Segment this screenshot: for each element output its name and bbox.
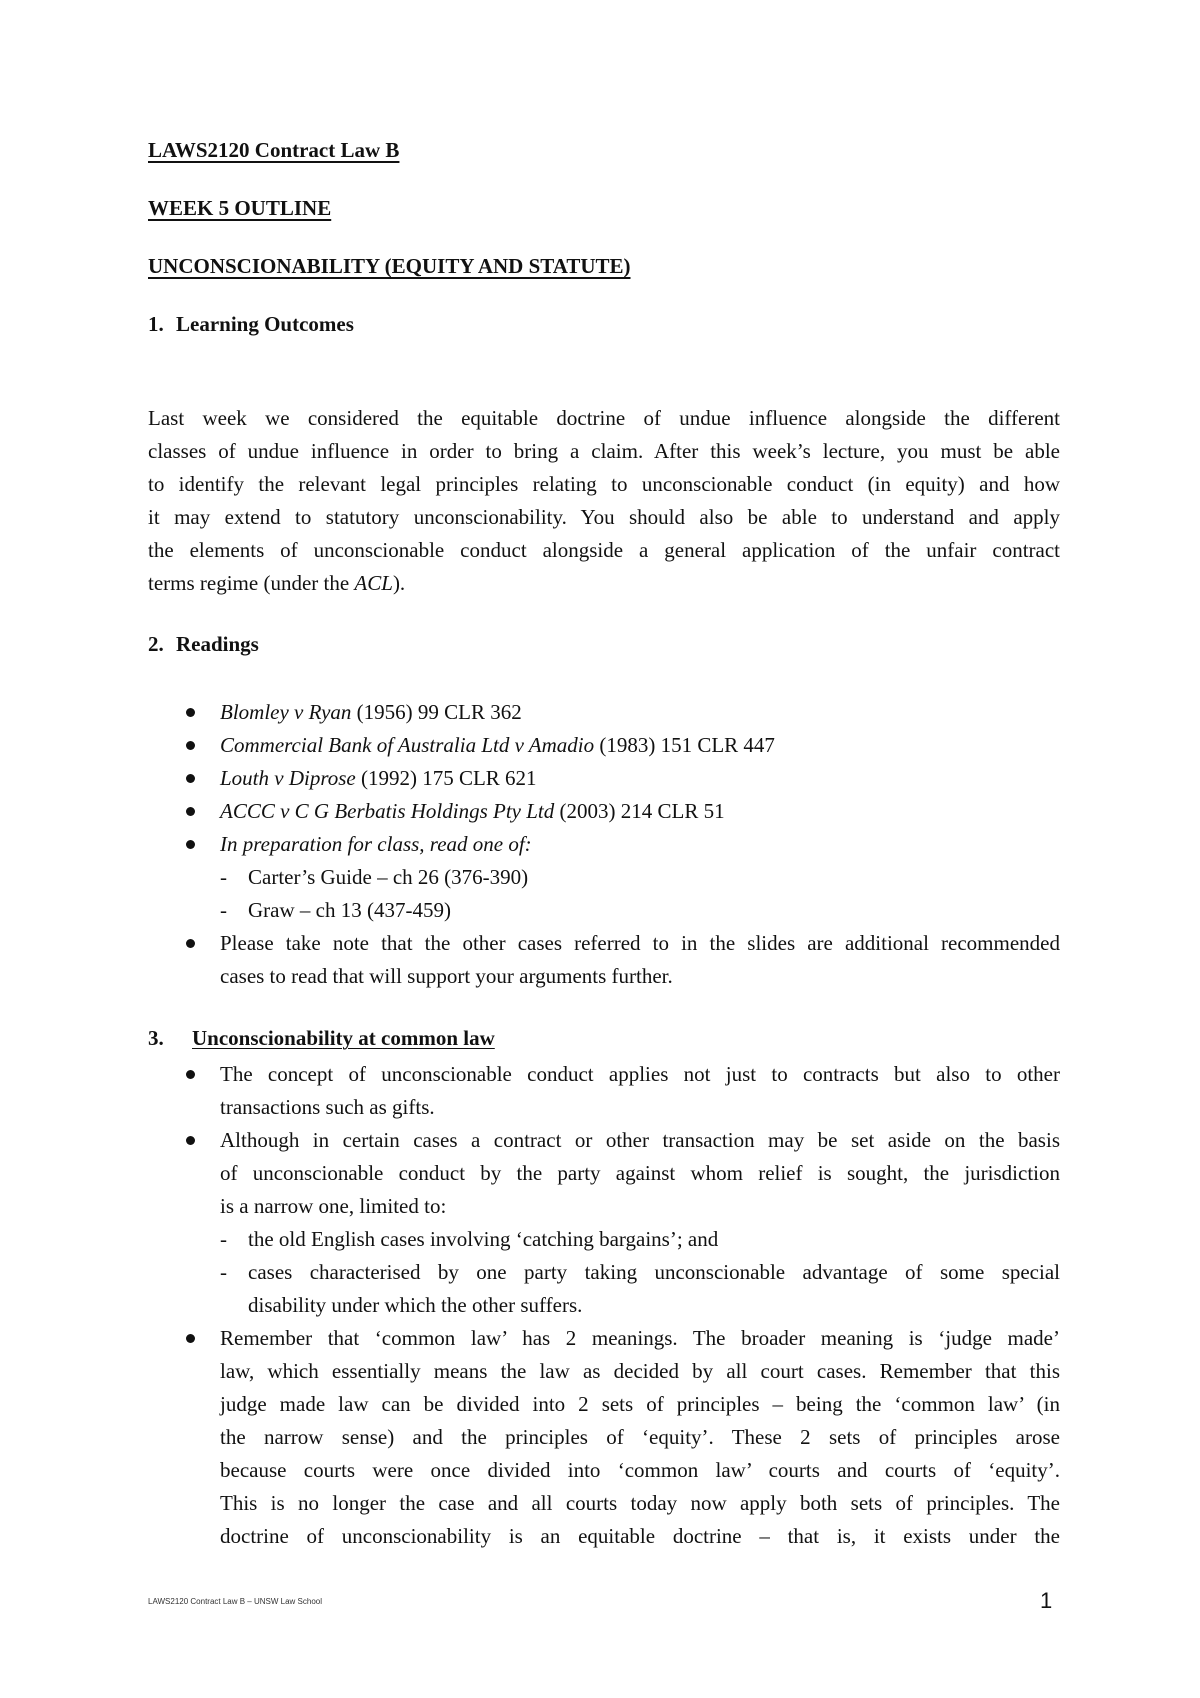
bullet-icon [186, 741, 195, 750]
readings-note-list [148, 927, 1060, 993]
item-line: This is no longer the case and all courts today now apply both sets of principles. The [220, 1491, 1060, 1515]
page-number: 1 [1040, 1588, 1053, 1613]
text: terms regime (under the [148, 571, 355, 595]
item-line: The concept of unconscionable conduct applies not just to contracts but also to other [220, 1062, 1060, 1086]
paragraph-line: it may extend to statutory unconscionability. You should also be able to understand and apply [148, 505, 1060, 529]
bullet-icon [186, 840, 195, 849]
case-citation: (1983) 151 CLR 447 [594, 733, 775, 757]
list-item [148, 762, 1060, 795]
limits-sublist [148, 1223, 1060, 1322]
section-number: 2. [148, 632, 164, 656]
case-name: Commercial Bank of Australia Ltd v Amadio [220, 733, 595, 757]
list-item [148, 1322, 1060, 1553]
paragraph-line: to identify the relevant legal principles relating to unconscionable conduct (in equity) and how [148, 472, 1060, 496]
case-name: Blomley v Ryan [220, 700, 352, 724]
case-name: Louth v Diprose [220, 766, 356, 790]
prep-intro: In preparation for class, read one of: [220, 832, 532, 856]
section-number: 1. [148, 312, 164, 336]
bullet-icon [186, 939, 195, 948]
sub-item-text: Carter’s Guide – ch 26 (376-390) [248, 865, 529, 889]
bullet-icon [186, 1334, 195, 1343]
sub-item [148, 1256, 1060, 1322]
prep-sublist [148, 861, 1060, 927]
list-item [148, 795, 1060, 828]
sub-item-text: disability under which the other suffers. [248, 1293, 583, 1317]
item-line: is a narrow one, limited to: [220, 1194, 447, 1218]
paragraph-line: Last week we considered the equitable doctrine of undue influence alongside the different [148, 406, 1060, 430]
bullet-icon [186, 774, 195, 783]
readings-list [148, 696, 1060, 861]
dash-marker: - [220, 865, 227, 889]
case-citation: (2003) 214 CLR 51 [554, 799, 725, 823]
sub-item [148, 894, 1060, 927]
section-number: 3. [148, 1026, 164, 1050]
paragraph-line: the elements of unconscionable conduct alongside a general application of the unfair contract [148, 538, 1060, 562]
sub-item [148, 1223, 1060, 1256]
bullet-icon [186, 708, 195, 717]
case-citation: (1956) 99 CLR 362 [351, 700, 522, 724]
case-citation: (1992) 175 CLR 621 [355, 766, 537, 790]
course-title: LAWS2120 Contract Law B [148, 138, 400, 162]
paragraph-line: classes of undue influence in order to bring a claim. After this week’s lecture, you must be able [148, 439, 1060, 463]
list-item [148, 729, 1060, 762]
list-item [148, 927, 1060, 993]
bullet-icon [186, 807, 195, 816]
note-line: cases to read that will support your arguments further. [220, 964, 673, 988]
dash-marker: - [220, 1227, 227, 1251]
sub-item-text: cases characterised by one party taking unconscionable advantage of some special [248, 1260, 1060, 1284]
item-line: Remember that ‘common law’ has 2 meanings. The broader meaning is ‘judge made’ [220, 1326, 1060, 1350]
sub-item-text: the old English cases involving ‘catching bargains’; and [248, 1227, 719, 1251]
section-2-heading [148, 632, 259, 657]
case-name: ACCC v C G Berbatis Holdings Pty Ltd [220, 799, 555, 823]
item-line: transactions such as gifts. [220, 1095, 435, 1119]
bullet-icon [186, 1136, 195, 1145]
topic-title: UNCONSCIONABILITY (EQUITY AND STATUTE) [148, 254, 631, 278]
section-title: Learning Outcomes [176, 312, 354, 336]
item-line: judge made law can be divided into 2 sets of principles – being the ‘common law’ (in [220, 1392, 1060, 1416]
text: ). [392, 571, 406, 595]
learning-outcomes-paragraph [148, 402, 1060, 600]
bullet-icon [186, 1070, 195, 1079]
section-1-heading [148, 312, 354, 337]
paragraph-line [148, 567, 1060, 600]
sub-item-text: Graw – ch 13 (437-459) [248, 898, 451, 922]
item-line: law, which essentially means the law as decided by all court cases. Remember that this [220, 1359, 1060, 1383]
item-line: Although in certain cases a contract or other transaction may be set aside on the basis [220, 1128, 1060, 1152]
common-law-list-continued [148, 1322, 1060, 1553]
section-3-heading [148, 1026, 495, 1051]
list-item [148, 1124, 1060, 1223]
item-line: because courts were once divided into ‘common law’ courts and courts of ‘equity’. [220, 1458, 1060, 1482]
sub-item [148, 861, 1060, 894]
section-title: Unconscionability at common law [192, 1026, 495, 1050]
note-line: Please take note that the other cases referred to in the slides are additional recommended [220, 931, 1060, 955]
footer-text: LAWS2120 Contract Law B – UNSW Law School [148, 1597, 323, 1606]
item-line: doctrine of unconscionability is an equitable doctrine – that is, it exists under the [220, 1524, 1060, 1548]
list-item [148, 828, 1060, 861]
week-title: WEEK 5 OUTLINE [148, 196, 332, 220]
dash-marker: - [220, 1260, 227, 1284]
list-item [148, 1058, 1060, 1124]
item-line: of unconscionable conduct by the party against whom relief is sought, the jurisdiction [220, 1161, 1060, 1185]
common-law-list [148, 1058, 1060, 1223]
list-item [148, 696, 1060, 729]
acl-abbrev: ACL [354, 571, 393, 595]
section-title: Readings [176, 632, 259, 656]
dash-marker: - [220, 898, 227, 922]
item-line: the narrow sense) and the principles of ‘equity’. These 2 sets of principles arose [220, 1425, 1060, 1449]
